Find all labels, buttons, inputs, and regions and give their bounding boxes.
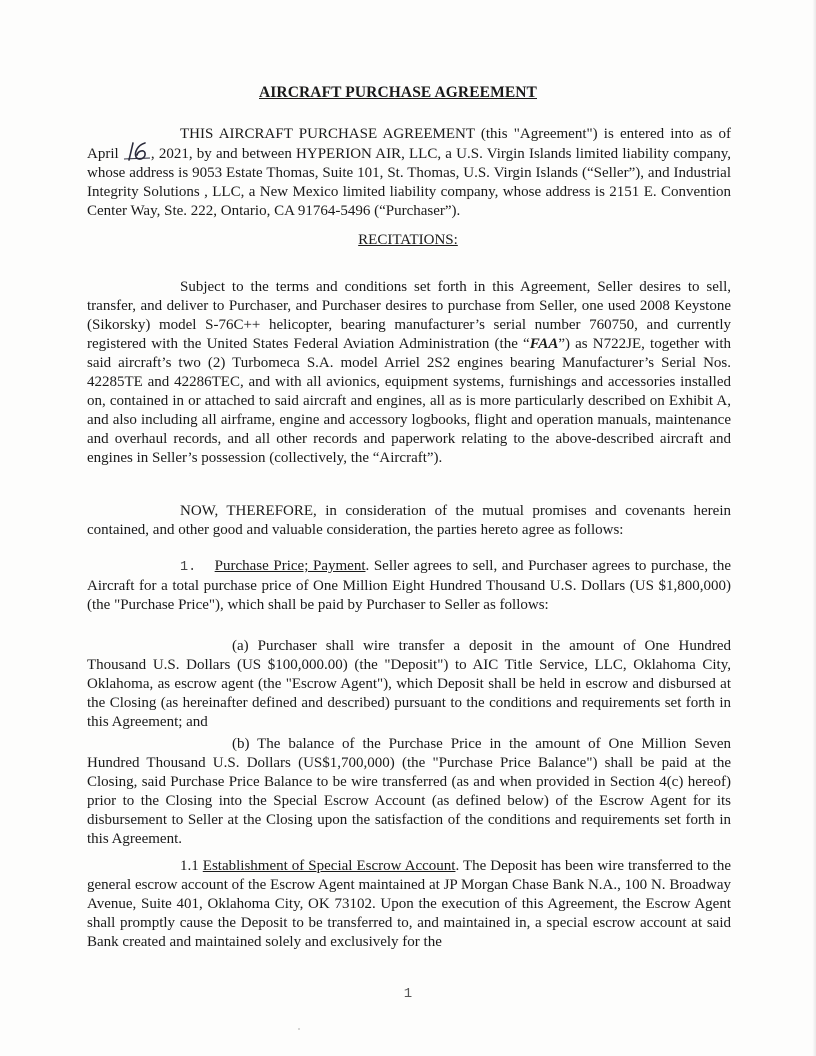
section-1-1-heading: Establishment of Special Escrow Account bbox=[202, 858, 456, 874]
faa-defined-term: FAA bbox=[529, 336, 559, 352]
section-1-text: . Seller agrees to sell, and Purchaser agrees to purchase, the Aircraft for a total purchase price of One Million Eight Hundred Thousand U.S. Dollars (US $1,800,000) (the "Purchase Price"), which shall be paid by Purchaser to Seller as follows: bbox=[87, 558, 731, 613]
section-1-heading: Purchase Price; Payment bbox=[214, 558, 366, 574]
document-title: AIRCRAFT PURCHASE AGREEMENT bbox=[259, 84, 537, 101]
now-therefore-paragraph: NOW, THEREFORE, in consideration of the mutual promises and covenants herein contained, and other good and valuable consideration, the parties hereto agree as follows: bbox=[87, 503, 731, 538]
recitations-paragraph bbox=[87, 278, 731, 468]
recitations-text-start: Subject to the terms and conditions set forth in this Agreement, Seller desires to sell, transfer, and deliver to Purchaser, and Purchaser desires to purchase from Seller, one used 2008 Keystone (Sikorsky) model S-76C++ helicopter, bearing manufacturer’s serial number 760750, and currently registered with the United States Federal Aviation Administration (the “ bbox=[87, 279, 731, 352]
section-1-1-text: . The Deposit has been wire transferred to the general escrow account of the Escrow Agent maintained at JP Morgan Chase Bank N.A., 100 N. Broadway Avenue, Suite 401, Oklahoma City, OK 73102. Upon the execution of this Agreement, the Escrow Agent shall promptly cause the Deposit to be transferred to, and maintained in, a special escrow account at said Bank created and maintained solely and exclusively for the bbox=[87, 858, 731, 950]
section-1-paragraph bbox=[87, 557, 731, 615]
recitations-heading: RECITATIONS: bbox=[358, 232, 458, 248]
scan-edge bbox=[812, 0, 816, 1056]
page-number: 1 bbox=[403, 986, 413, 1002]
section-1-1-number: 1.1 bbox=[180, 858, 203, 874]
intro-text-end: , 2021, by and between HYPERION AIR, LLC, a U.S. Virgin Islands limited liability company, whose address is 9053 Estate Thomas, Suite 101, St. Thomas, U.S. Virgin Islands (“Seller”), and Industrial Integrity Solutions , LLC, a New Mexico limited liability company, whose address is 2151 E. Convention Center Way, Ste. 222, Ontario, CA 91764-5496 (“Purchaser”). bbox=[87, 146, 731, 219]
clause-b-paragraph: (b) The balance of the Purchase Price in the amount of One Million Seven Hundred Thousand U.S. Dollars (US$1,700,000) (the "Purchase Price Balance") shall be paid at the Closing, said Purchase Price Balance to be wire transferred (as and when provided in Section 4(c) hereof) prior to the Closing into the Special Escrow Account (as defined below) of the Escrow Agent for its disbursement to Seller at the Closing upon the satisfaction of the conditions and requirements set forth in this Agreement. bbox=[87, 736, 731, 847]
handwritten-day bbox=[123, 144, 151, 160]
scan-speck bbox=[298, 1028, 300, 1030]
section-1-1-paragraph bbox=[87, 857, 731, 952]
section-1-number: 1. bbox=[180, 560, 197, 575]
handwritten-day-signature-icon bbox=[123, 140, 153, 162]
intro-text-start: THIS AIRCRAFT PURCHASE AGREEMENT (this "Agreement") is entered into as of April bbox=[87, 126, 731, 162]
recitations-text-end: ”) as N722JE, together with said aircraft’s two (2) Turbomeca S.A. model Arriel 2S2 engines bearing Manufacturer’s Serial Nos. 42285TE and 42286TEC, and with all avionics, equipment systems, furnishings and accessories installed on, contained in or attached to said aircraft and engines, all as is more particularly described on Exhibit A, and also including all airframe, engine and accessory logbooks, flight and operation manuals, maintenance and overhaul records, and all other records and paperwork relating to the above-described aircraft and engines in Seller’s possession (collectively, the “Aircraft”). bbox=[87, 336, 731, 466]
intro-paragraph bbox=[87, 125, 731, 221]
clause-a-paragraph: (a) Purchaser shall wire transfer a deposit in the amount of One Hundred Thousand U.S. Dollars (US $100,000.00) (the "Deposit") to AIC Title Service, LLC, Oklahoma City, Oklahoma, as escrow agent (the "Escrow Agent"), which Deposit shall be held in escrow and disbursed at the Closing (as hereinafter defined and described) pursuant to the conditions and requirements set forth in this Agreement; and bbox=[87, 638, 731, 730]
